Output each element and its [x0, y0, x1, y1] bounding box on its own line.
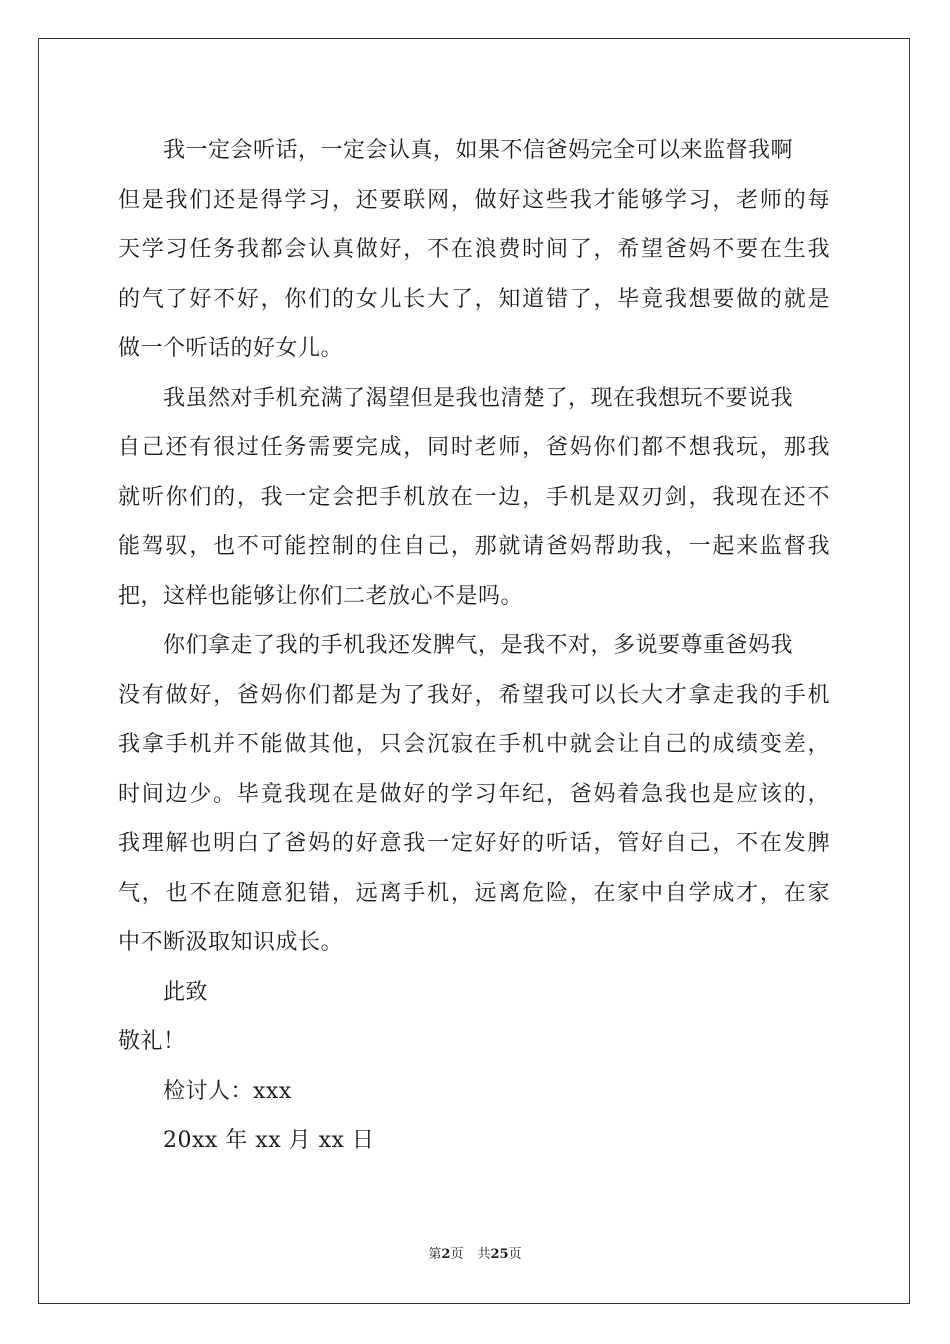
paragraph-1-line-1: 我一定会听话，一定会认真，如果不信爸妈完全可以来监督我啊 [163, 138, 794, 163]
page-footer [0, 1246, 950, 1264]
paragraph-1-line-3: 天学习任务我都会认真做好，不在浪费时间了，希望爸妈不要在生我 [118, 237, 830, 262]
paragraph-1-line-4: 的气了好不好，你们的女儿长大了，知道错了，毕竟我想要做的就是 [118, 287, 830, 312]
paragraph-3-line-2: 没有做好，爸妈你们都是为了我好，希望我可以长大才拿走我的手机 [118, 683, 830, 708]
footer-page-prefix: 第 [428, 1247, 442, 1262]
footer-total-suffix: 页 [508, 1247, 522, 1262]
closing-text: 此致 [163, 980, 209, 1005]
paragraph-2-line-5: 把，这样也能够让你们二老放心不是吗。 [118, 584, 524, 609]
paragraph-2-line-3: 就听你们的，我一定会把手机放在一边，手机是双刃剑，我现在还不 [118, 485, 830, 510]
footer-total-number: 25 [490, 1247, 509, 1262]
paragraph-1-line-5: 做一个听话的好女儿。 [118, 336, 344, 361]
date-text: 20xx 年 xx 月 xx 日 [163, 1128, 375, 1153]
footer-total-prefix: 共 [477, 1247, 491, 1262]
paragraph-2-line-4: 能驾驭，也不可能控制的住自己，那就请爸妈帮助我，一起来监督我 [118, 534, 830, 559]
page-border [38, 38, 910, 1304]
paragraph-3-line-3: 我拿手机并不能做其他，只会沉寂在手机中就会让自己的成绩变差， [118, 732, 830, 757]
paragraph-3-line-5: 我理解也明白了爸妈的好意我一定好好的听话，管好自己，不在发脾 [118, 831, 830, 856]
signer-text: 检讨人：xxx [163, 1079, 292, 1104]
paragraph-1-line-2: 但是我们还是得学习，还要联网，做好这些我才能够学习，老师的每 [118, 188, 830, 213]
footer-page-number: 2 [441, 1247, 451, 1262]
paragraph-3-line-7: 中不断汲取知识成长。 [118, 930, 344, 955]
paragraph-3-line-6: 气，也不在随意犯错，远离手机，远离危险，在家中自学成才，在家 [118, 881, 830, 906]
paragraph-2-line-2: 自己还有很过任务需要完成，同时老师，爸妈你们都不想我玩，那我 [118, 435, 830, 460]
paragraph-2-line-1: 我虽然对手机充满了渴望但是我也清楚了，现在我想玩不要说我 [163, 386, 794, 411]
paragraph-3-line-4: 时间边少。毕竟我现在是做好的学习年纪，爸妈着急我也是应该的， [118, 782, 830, 807]
paragraph-3-line-1: 你们拿走了我的手机我还发脾气，是我不对，多说要尊重爸妈我 [163, 633, 794, 658]
salute-text: 敬礼！ [118, 1029, 186, 1054]
footer-page-suffix: 页 [450, 1247, 464, 1262]
